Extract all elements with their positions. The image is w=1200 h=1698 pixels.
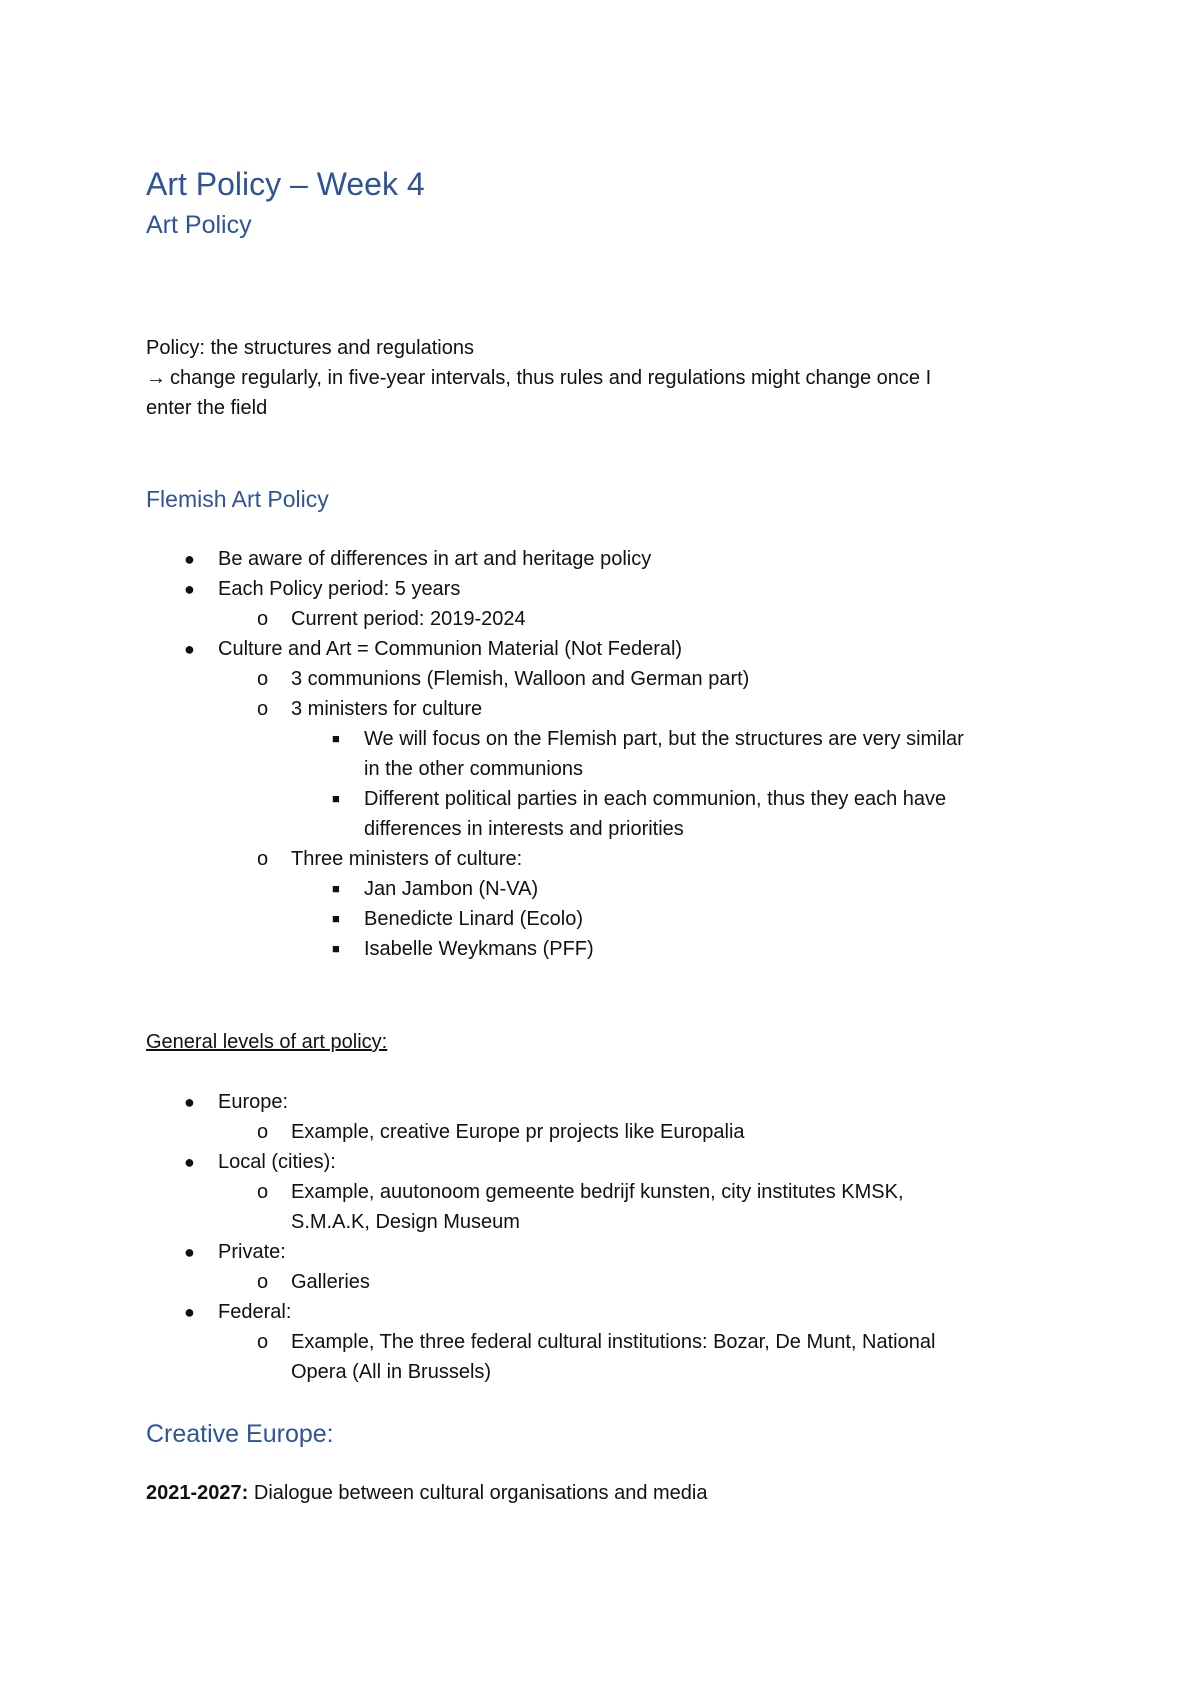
circle-bullet-icon: o	[257, 848, 269, 870]
list-item: o 3 communions (Flemish, Walloon and German part)	[0, 664, 1200, 694]
page-title: Art Policy – Week 4	[146, 166, 425, 202]
list-item: ● Each Policy period: 5 years	[0, 574, 1200, 604]
right-arrow-icon: →	[146, 367, 166, 389]
list-item: ■ Different political parties in each communion, thus they each have differences in interests and priorities	[0, 784, 1200, 844]
list-item: o Example, The three federal cultural institutions: Bozar, De Munt, National Opera (All in Brussels)	[0, 1327, 1200, 1387]
list-item: ● Be aware of differences in art and heritage policy	[0, 544, 1200, 574]
list-item: ■ Isabelle Weykmans (PFF)	[0, 934, 1200, 964]
list-item: o Example, creative Europe pr projects like Europalia	[0, 1117, 1200, 1147]
creative-europe-line	[146, 1478, 708, 1508]
page-subtitle: Art Policy	[146, 211, 252, 239]
list-item: o Galleries	[0, 1267, 1200, 1297]
square-bullet-icon: ■	[332, 941, 340, 956]
square-bullet-icon: ■	[332, 731, 340, 746]
flemish-list	[0, 544, 1200, 964]
bullet-icon: ●	[184, 1242, 195, 1262]
list-item: ■ We will focus on the Flemish part, but the structures are very similar in the other communions	[0, 724, 1200, 784]
list-item: o Three ministers of culture:	[0, 844, 1200, 874]
list-item: o 3 ministers for culture	[0, 694, 1200, 724]
intro-arrow-line	[146, 363, 931, 393]
bullet-icon: ●	[184, 579, 195, 599]
circle-bullet-icon: o	[257, 608, 269, 630]
list-item: ● Local (cities):	[0, 1147, 1200, 1177]
circle-bullet-icon: o	[257, 1121, 269, 1143]
intro-continuation: enter the field	[146, 397, 268, 419]
bullet-icon: ●	[184, 1302, 195, 1322]
list-item: ● Europe:	[0, 1087, 1200, 1117]
levels-list	[0, 1087, 1200, 1387]
list-item: ● Private:	[0, 1237, 1200, 1267]
bullet-icon: ●	[184, 1092, 195, 1112]
circle-bullet-icon: o	[257, 1331, 269, 1353]
list-item: ■ Jan Jambon (N-VA)	[0, 874, 1200, 904]
intro-arrow-text: change regularly, in five-year intervals, thus rules and regulations might change once I	[170, 367, 932, 389]
square-bullet-icon: ■	[332, 911, 340, 926]
intro-line: Policy: the structures and regulations	[146, 337, 474, 359]
bullet-icon: ●	[184, 549, 195, 569]
circle-bullet-icon: o	[257, 1181, 269, 1203]
list-item: ■ Benedicte Linard (Ecolo)	[0, 904, 1200, 934]
circle-bullet-icon: o	[257, 668, 269, 690]
circle-bullet-icon: o	[257, 698, 269, 720]
circle-bullet-icon: o	[257, 1271, 269, 1293]
bullet-icon: ●	[184, 639, 195, 659]
section-heading-flemish: Flemish Art Policy	[146, 486, 329, 512]
square-bullet-icon: ■	[332, 791, 340, 806]
period-label: 2021-2027:	[146, 1482, 249, 1504]
period-description: Dialogue between cultural organisations and media	[248, 1482, 708, 1504]
square-bullet-icon: ■	[332, 881, 340, 896]
list-item: o Current period: 2019-2024	[0, 604, 1200, 634]
list-item: o Example, auutonoom gemeente bedrijf kunsten, city institutes KMSK, S.M.A.K, Design Museum	[0, 1177, 1200, 1237]
section-heading-creative-europe: Creative Europe:	[146, 1420, 334, 1448]
list-item: ● Culture and Art = Communion Material (Not Federal)	[0, 634, 1200, 664]
bullet-icon: ●	[184, 1152, 195, 1172]
list-item: ● Federal:	[0, 1297, 1200, 1327]
section-heading-levels: General levels of art policy:	[146, 1031, 388, 1053]
